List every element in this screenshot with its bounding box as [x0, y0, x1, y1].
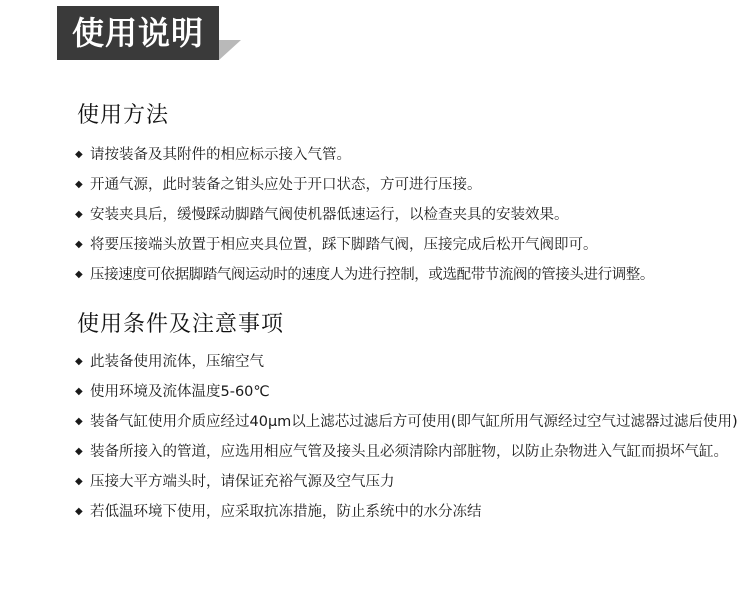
- diamond-bullet-icon: ◆: [75, 179, 83, 190]
- diamond-bullet-icon: ◆: [75, 476, 83, 487]
- diamond-bullet-icon: ◆: [75, 446, 83, 457]
- list-item: ◆ 装备所接入的管道，应选用相应气管及接头且必须清除内部脏物，以防止杂物进入气缸而损坏气缸。: [75, 437, 749, 467]
- diamond-bullet-icon: ◆: [75, 356, 83, 367]
- diamond-bullet-icon: ◆: [75, 386, 83, 397]
- list-item: ◆ 使用环境及流体温度5-60℃: [75, 377, 749, 407]
- diamond-bullet-icon: ◆: [75, 416, 83, 427]
- diamond-bullet-icon: ◆: [75, 269, 83, 280]
- list-item: ◆ 压接速度可依据脚踏气阀运动时的速度人为进行控制，或选配带节流阀的管接头进行调整。: [75, 260, 654, 290]
- list-item: ◆ 若低温环境下使用，应采取抗冻措施，防止系统中的水分冻结: [75, 497, 749, 527]
- list-item: ◆ 装备气缸使用介质应经过40μm以上滤芯过滤后方可使用(即气缸所用气源经过空气过滤器过滤后使用): [75, 407, 749, 437]
- page-title: 使用说明: [71, 14, 204, 52]
- list-item: ◆ 将要压接端头放置于相应夹具位置，踩下脚踏气阀，压接完成后松开气阀即可。: [75, 230, 654, 260]
- diamond-bullet-icon: ◆: [75, 149, 83, 160]
- usage-list: [75, 140, 654, 290]
- list-item: ◆ 安装夹具后，缓慢踩动脚踏气阀使机器低速运行，以检查夹具的安装效果。: [75, 200, 654, 230]
- section-heading-conditions: 使用条件及注意事项: [77, 312, 285, 337]
- section-heading-usage: 使用方法: [77, 103, 170, 128]
- list-item: ◆ 此装备使用流体，压缩空气: [75, 347, 749, 377]
- diamond-bullet-icon: ◆: [75, 506, 83, 517]
- list-item: ◆ 压接大平方端头时，请保证充裕气源及空气压力: [75, 467, 749, 497]
- diamond-bullet-icon: ◆: [75, 209, 83, 220]
- title-banner: [57, 6, 219, 60]
- list-item: ◆ 开通气源，此时装备之钳头应处于开口状态，方可进行压接。: [75, 170, 654, 200]
- list-item: ◆ 请按装备及其附件的相应标示接入气管。: [75, 140, 654, 170]
- conditions-list: [75, 347, 749, 527]
- banner-fold-corner: [219, 40, 241, 60]
- diamond-bullet-icon: ◆: [75, 239, 83, 250]
